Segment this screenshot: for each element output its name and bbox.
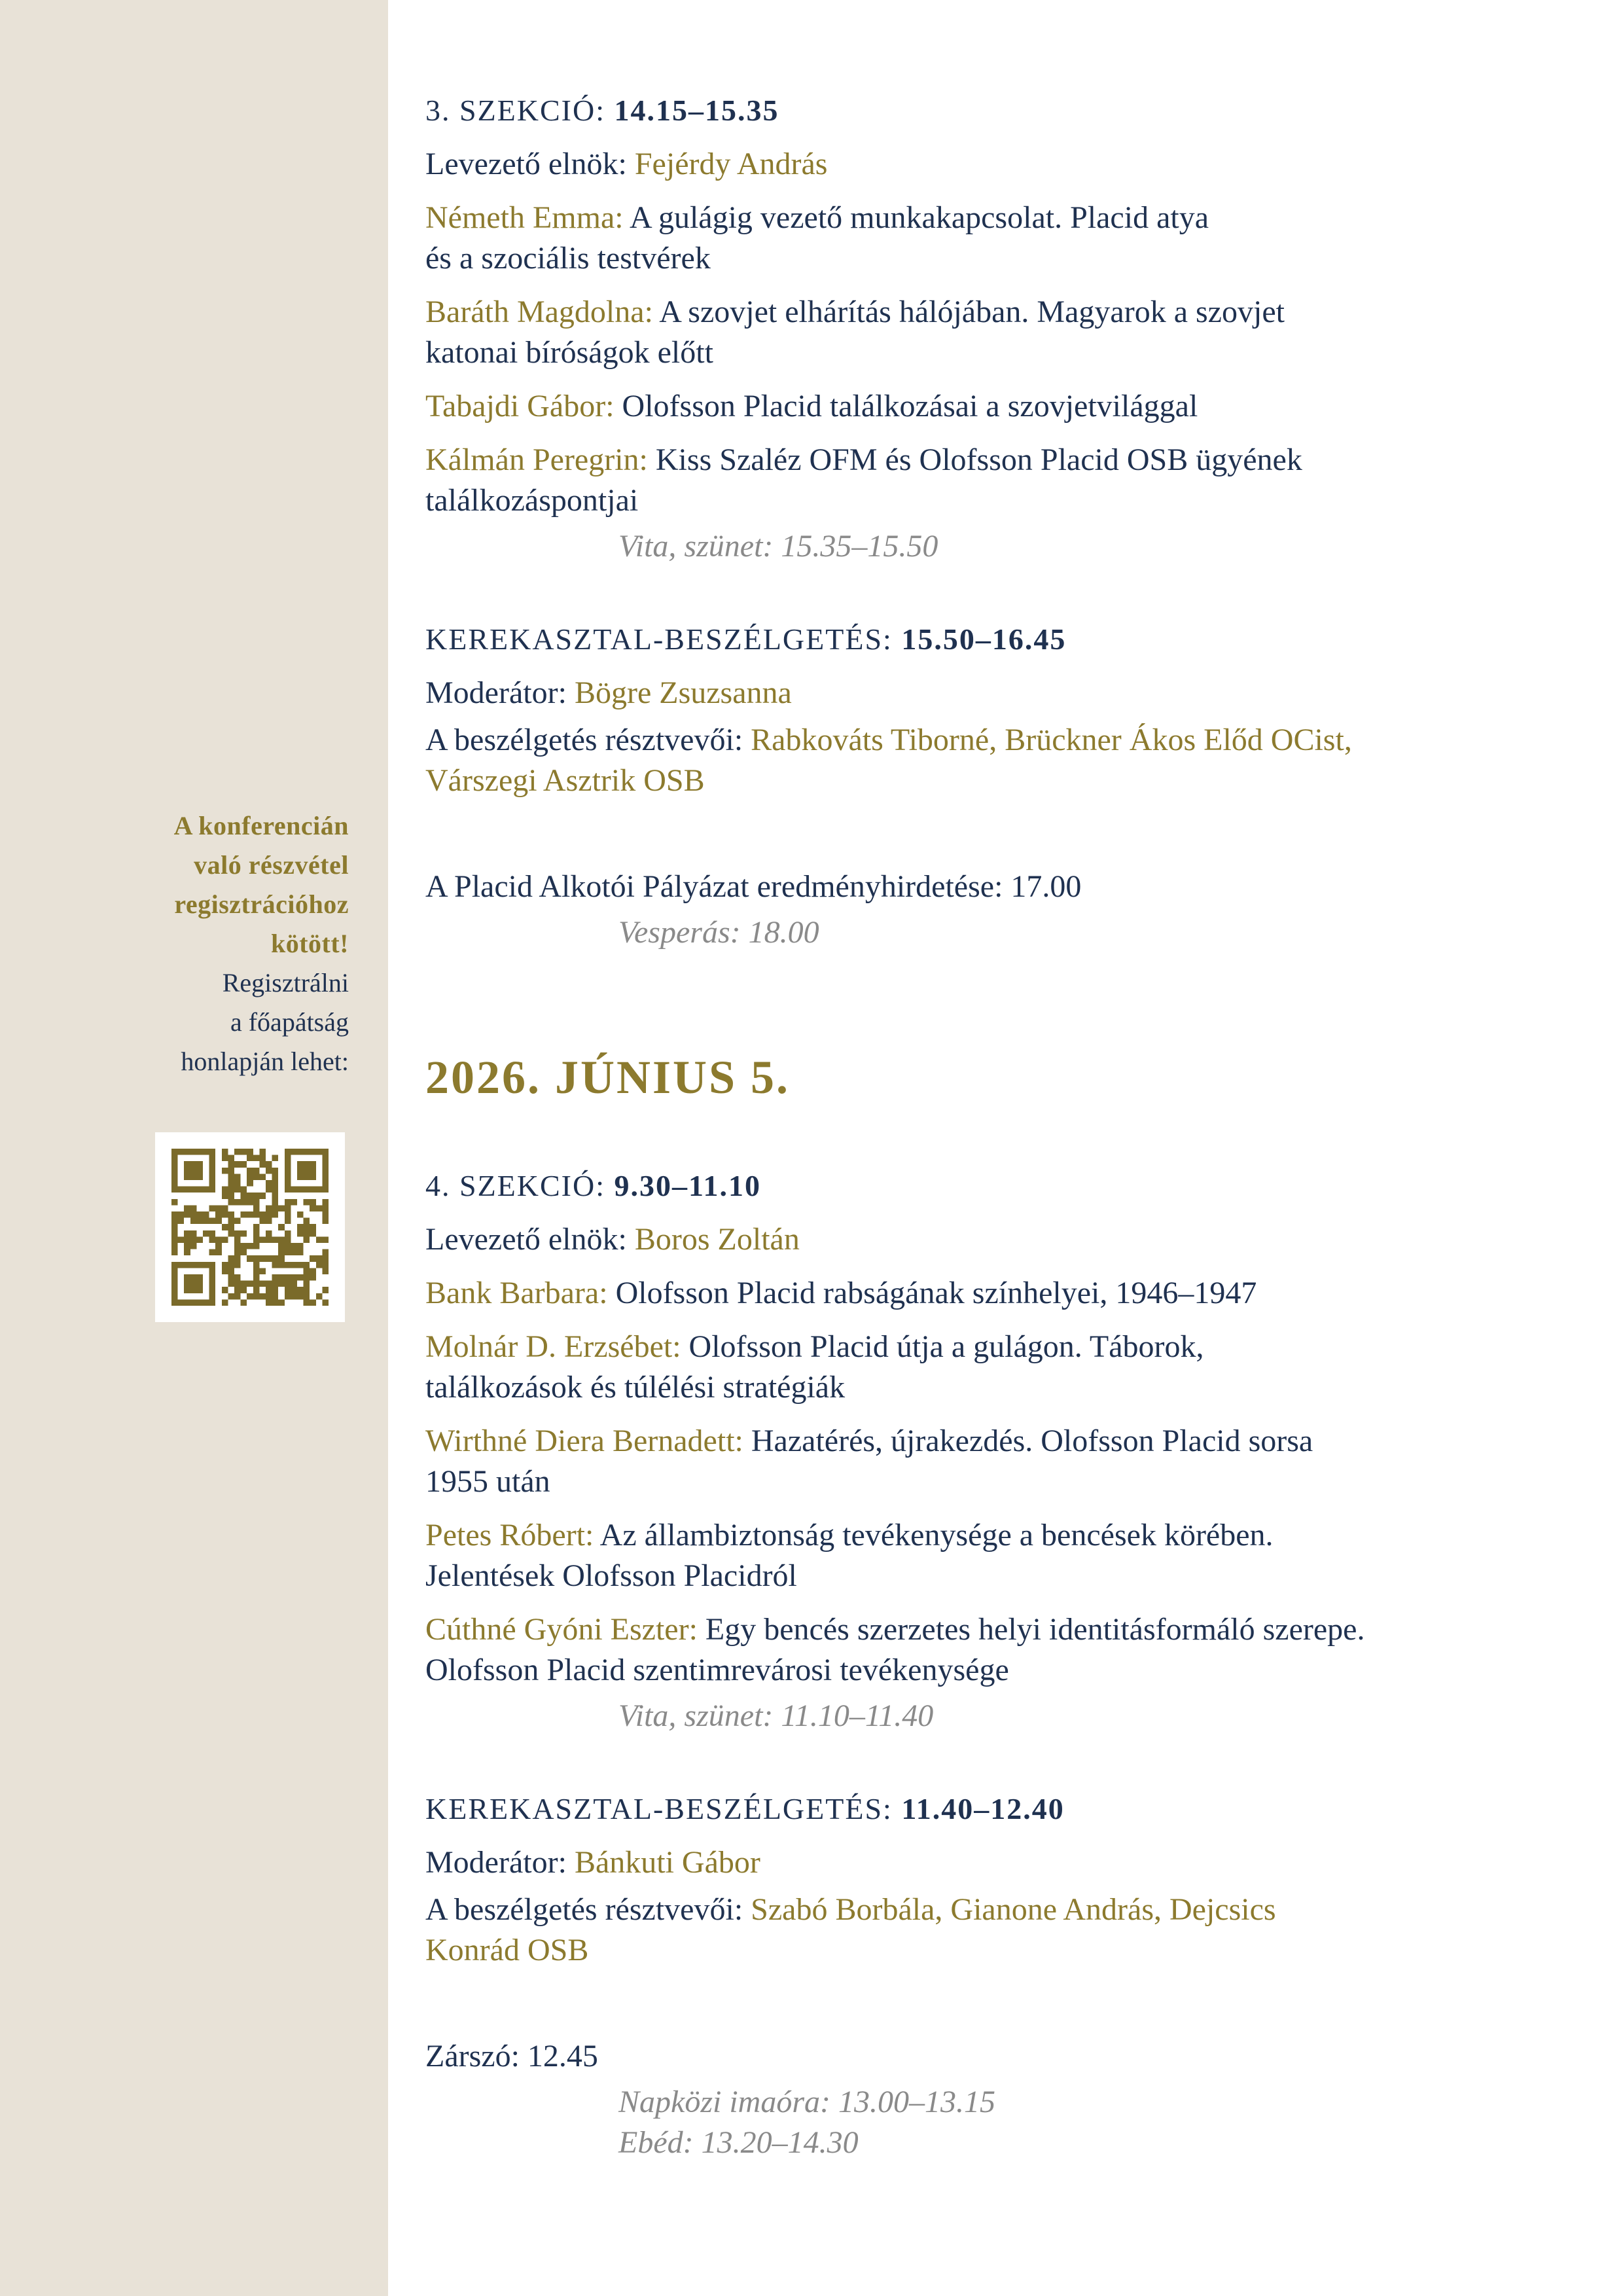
chair-label: Levezető elnök: — [425, 147, 627, 181]
vespers-note: Vesperás: 18.00 — [618, 915, 819, 950]
chair-name: Boros Zoltán — [634, 1222, 800, 1257]
session-time: 14.15–15.35 — [614, 94, 779, 127]
moderator-line — [425, 1842, 1590, 1883]
talk-item — [425, 1515, 1374, 1596]
roundtable-time: 11.40–12.40 — [901, 1792, 1065, 1825]
participants-line — [425, 720, 1571, 801]
talk-title: és a szociális testvérek — [425, 241, 711, 276]
prayer-note: Napközi imaóra: 13.00–13.15 — [618, 2085, 995, 2119]
speaker-name: Cúthné Gyóni Eszter: — [425, 1612, 698, 1647]
talk-item — [425, 1327, 1374, 1408]
speaker-name: Molnár D. Erzsébet: — [425, 1329, 681, 1364]
moderator-line — [425, 673, 1590, 713]
talk-title: találkozáspontjai — [425, 483, 639, 518]
talk-title: Jelentések Olofsson Placidról — [425, 1558, 797, 1593]
speaker-name: Baráth Magdolna: — [425, 295, 653, 329]
session-3-heading — [425, 90, 1590, 131]
chair-label: Levezető elnök: — [425, 1222, 627, 1257]
roundtable-1-heading — [425, 619, 1590, 660]
talk-title: Olofsson Placid útja a gulágon. Táborok, — [688, 1329, 1204, 1364]
speaker-name: Németh Emma: — [425, 200, 624, 235]
registration-line: regisztrációhoz — [174, 889, 349, 919]
talk-title: Kiss Szaléz OFM és Olofsson Placid OSB ügyének — [655, 442, 1302, 477]
roundtable-label: KEREKASZTAL-BESZÉLGETÉS: — [425, 1792, 893, 1825]
speaker-name: Petes Róbert: — [425, 1518, 594, 1552]
session-label: 3. SZEKCIÓ: — [425, 94, 605, 127]
award-announcement: A Placid Alkotói Pályázat eredményhirdetése: 17.00 — [425, 869, 1082, 904]
talk-item — [425, 292, 1374, 373]
talk-title: A szovjet elhárítás hálójában. Magyarok a szovjet — [659, 295, 1285, 329]
session-label: 4. SZEKCIÓ: — [425, 1169, 605, 1202]
closing-remarks: Zárszó: 12.45 — [425, 2039, 598, 2073]
speaker-name: Bank Barbara: — [425, 1276, 608, 1310]
registration-line: való részvétel — [194, 850, 349, 880]
speaker-name: Wirthné Diera Bernadett: — [425, 1424, 743, 1458]
participants-label: A beszélgetés résztvevői: — [425, 723, 743, 757]
participants-names: Konrád OSB — [425, 1933, 589, 1967]
break-note: Vita, szünet: 11.10–11.40 — [618, 1698, 934, 1733]
session-4-chair — [425, 1219, 1590, 1260]
roundtable-2-heading — [425, 1789, 1590, 1829]
registration-note — [48, 806, 349, 1081]
talk-item — [425, 1421, 1374, 1502]
registration-line: Regisztrálni — [222, 968, 349, 997]
talk-item — [425, 440, 1374, 521]
participants-line — [425, 1890, 1571, 1971]
talk-title: Egy bencés szerzetes helyi identitásformáló szerepe. — [705, 1612, 1365, 1647]
registration-line: honlapján lehet: — [181, 1047, 349, 1076]
qr-code-icon[interactable] — [155, 1132, 345, 1322]
day-2-date: 2026. JÚNIUS 5. — [425, 1051, 791, 1103]
session-4-heading — [425, 1166, 1590, 1206]
talk-item — [425, 386, 1374, 427]
sidebar — [0, 0, 388, 2296]
roundtable-label: KEREKASZTAL-BESZÉLGETÉS: — [425, 622, 893, 656]
talk-title: Olofsson Placid szentimrevárosi tevékenysége — [425, 1653, 1009, 1687]
moderator-name: Bögre Zsuzsanna — [574, 675, 792, 710]
lunch-note: Ebéd: 13.20–14.30 — [618, 2125, 859, 2160]
talk-title: Olofsson Placid rabságának színhelyei, 1946–1947 — [615, 1276, 1257, 1310]
talk-title: 1955 után — [425, 1464, 550, 1499]
talk-title: katonai bíróságok előtt — [425, 335, 713, 370]
speaker-name: Tabajdi Gábor: — [425, 389, 615, 423]
session-time: 9.30–11.10 — [614, 1169, 761, 1202]
registration-line: a főapátság — [230, 1007, 349, 1037]
talk-title: A gulágig vezető munkakapcsolat. Placid atya — [629, 200, 1209, 235]
break-note: Vita, szünet: 15.35–15.50 — [618, 529, 938, 564]
moderator-name: Bánkuti Gábor — [574, 1845, 760, 1880]
speaker-name: Kálmán Peregrin: — [425, 442, 648, 477]
participants-names: Szabó Borbála, Gianone András, Dejcsics — [751, 1892, 1276, 1927]
moderator-label: Moderátor: — [425, 675, 567, 710]
participants-label: A beszélgetés résztvevői: — [425, 1892, 743, 1927]
talk-title: találkozások és túlélési stratégiák — [425, 1370, 846, 1405]
session-3-chair — [425, 144, 1590, 185]
talk-item — [425, 198, 1374, 279]
talk-item — [425, 1273, 1374, 1314]
talk-title: Olofsson Placid találkozásai a szovjetvilággal — [622, 389, 1198, 423]
participants-names: Várszegi Asztrik OSB — [425, 763, 705, 798]
registration-line: A konferencián — [173, 811, 349, 840]
talk-item — [425, 1609, 1571, 1691]
talk-title: Az állambiztonság tevékenysége a bencések körében. — [599, 1518, 1274, 1552]
chair-name: Fejérdy András — [634, 147, 828, 181]
talk-title: Hazatérés, újrakezdés. Olofsson Placid sorsa — [751, 1424, 1313, 1458]
roundtable-time: 15.50–16.45 — [901, 622, 1067, 656]
registration-line: kötött! — [270, 929, 349, 958]
moderator-label: Moderátor: — [425, 1845, 567, 1880]
participants-names: Rabkováts Tiborné, Brückner Ákos Előd OCist, — [751, 723, 1352, 757]
program-content — [425, 90, 1590, 2163]
